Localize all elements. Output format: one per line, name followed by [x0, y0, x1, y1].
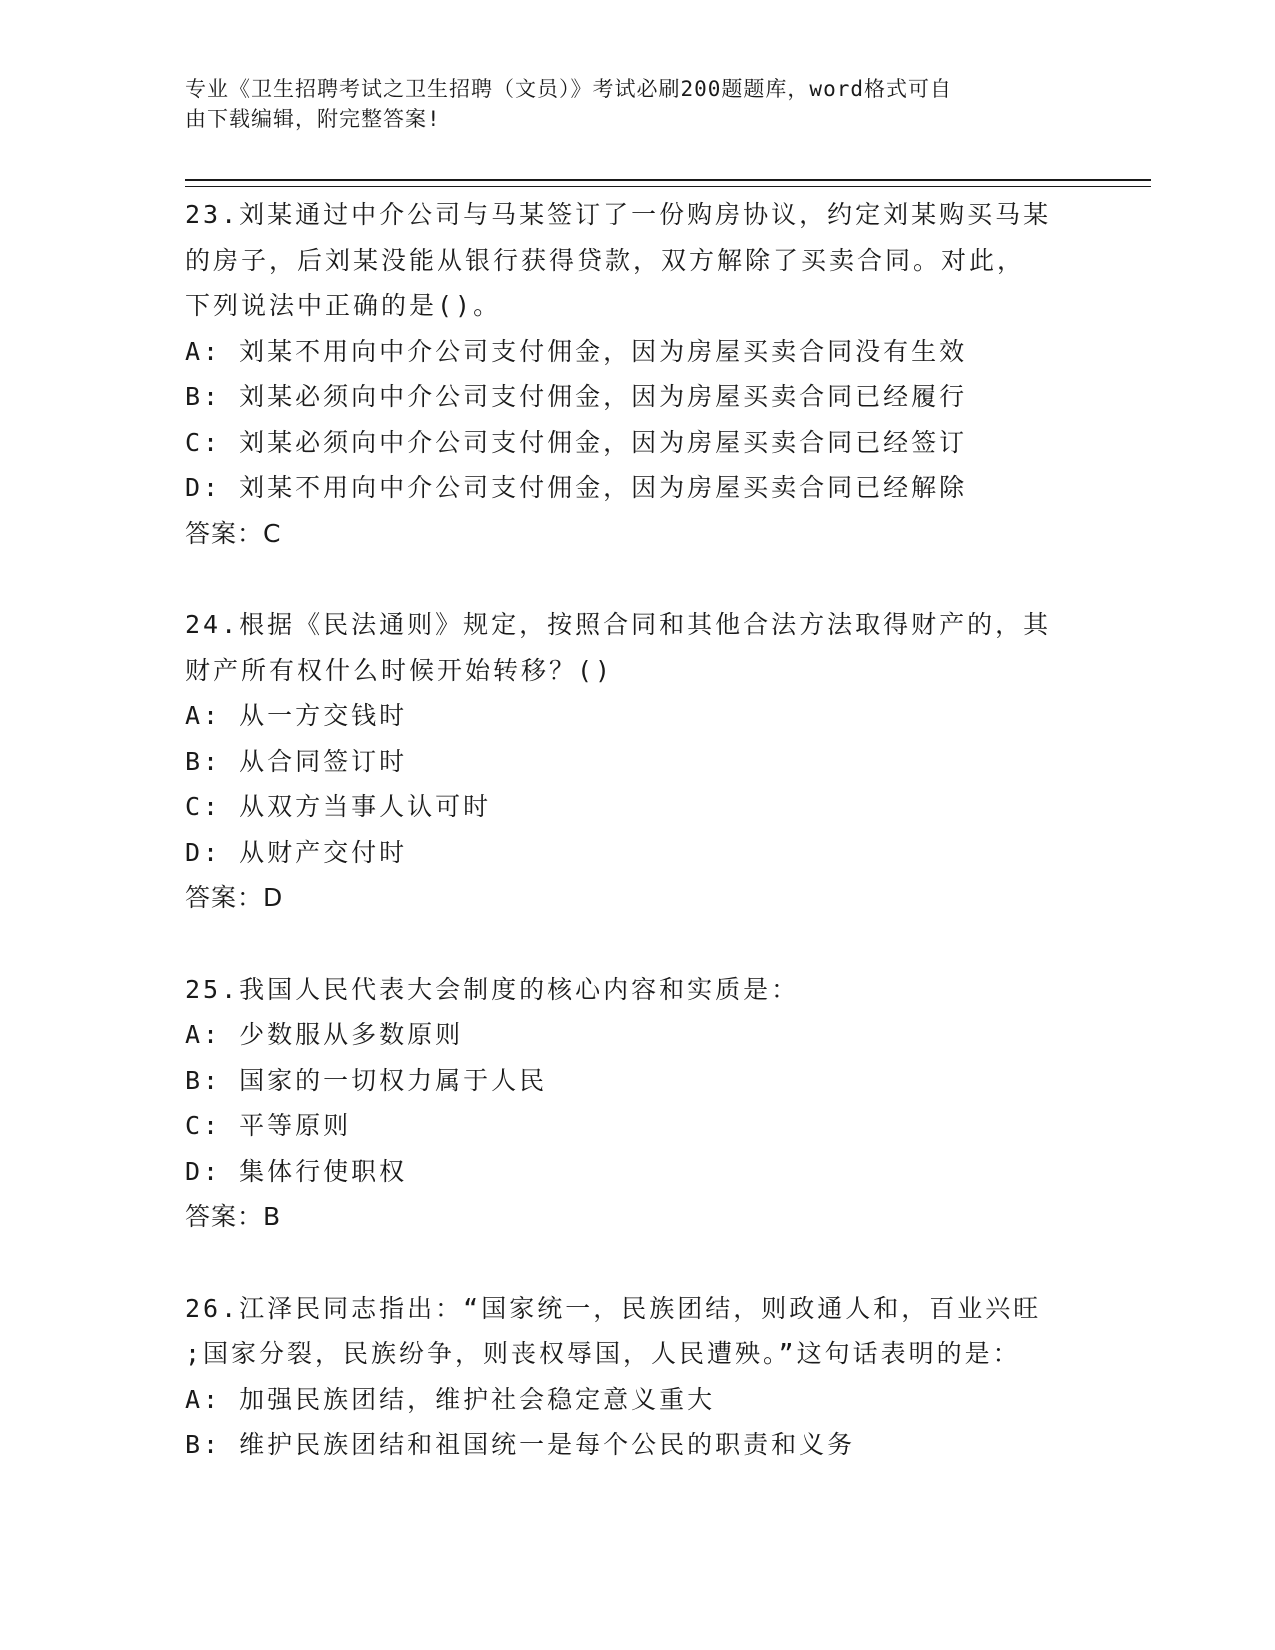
header-divider — [185, 179, 1151, 181]
question-item — [185, 192, 1085, 556]
option-b: B: 维护民族团结和祖国统一是每个公民的职责和义务 — [185, 1430, 856, 1459]
option-b: B: 刘某必须向中介公司支付佣金，因为房屋买卖合同已经履行 — [185, 382, 968, 411]
answer-text: 答案：D — [185, 883, 284, 912]
option-a: A: 加强民族团结，维护社会稳定意义重大 — [185, 1384, 716, 1414]
question-item — [185, 967, 1085, 1240]
option-c: C: 平等原则 — [185, 1111, 352, 1140]
question-text: 23.刘某通过中介公司与马某签订了一份购房协议，约定刘某购买马某 — [185, 200, 1052, 229]
question-text: 下列说法中正确的是()。 — [185, 291, 502, 320]
header-line: 由下载编辑，附完整答案! — [185, 107, 441, 131]
answer-text: 答案：C — [185, 518, 282, 548]
question-text: 的房子，后刘某没能从银行获得贷款，双方解除了买卖合同。对此， — [185, 245, 1026, 275]
question-text: ;国家分裂，民族纷争，则丧权辱国，人民遭殃。”这句话表明的是： — [185, 1339, 1021, 1368]
option-a: A: 少数服从多数原则 — [185, 1020, 464, 1049]
question-text: 财产所有权什么时候开始转移？() — [185, 655, 614, 685]
option-b: B: 从合同签订时 — [185, 746, 408, 776]
answer-text: 答案：B — [185, 1202, 282, 1231]
option-d: D: 从财产交付时 — [185, 837, 408, 867]
option-d: D: 集体行使职权 — [185, 1156, 408, 1186]
question-item — [185, 602, 1085, 921]
option-d: D: 刘某不用向中介公司支付佣金，因为房屋买卖合同已经解除 — [185, 473, 968, 502]
option-a: A: 刘某不用向中介公司支付佣金，因为房屋买卖合同没有生效 — [185, 336, 968, 366]
option-b: B: 国家的一切权力属于人民 — [185, 1065, 548, 1095]
question-text: 24.根据《民法通则》规定，按照合同和其他合法方法取得财产的，其 — [185, 610, 1052, 639]
option-a: A: 从一方交钱时 — [185, 701, 408, 730]
option-c: C: 从双方当事人认可时 — [185, 792, 492, 821]
question-item — [185, 1286, 1085, 1468]
option-c: C: 刘某必须向中介公司支付佣金，因为房屋买卖合同已经签订 — [185, 427, 968, 457]
document-header — [185, 74, 1065, 134]
header-line: 专业《卫生招聘考试之卫生招聘（文员）》考试必刷200题题库，word格式可自 — [185, 77, 952, 101]
question-text: 26.江泽民同志指出：“国家统一，民族团结，则政通人和，百业兴旺 — [185, 1293, 1042, 1323]
question-text: 25.我国人民代表大会制度的核心内容和实质是： — [185, 974, 800, 1004]
question-list — [185, 192, 1085, 1514]
header-divider-thin — [185, 186, 1151, 187]
